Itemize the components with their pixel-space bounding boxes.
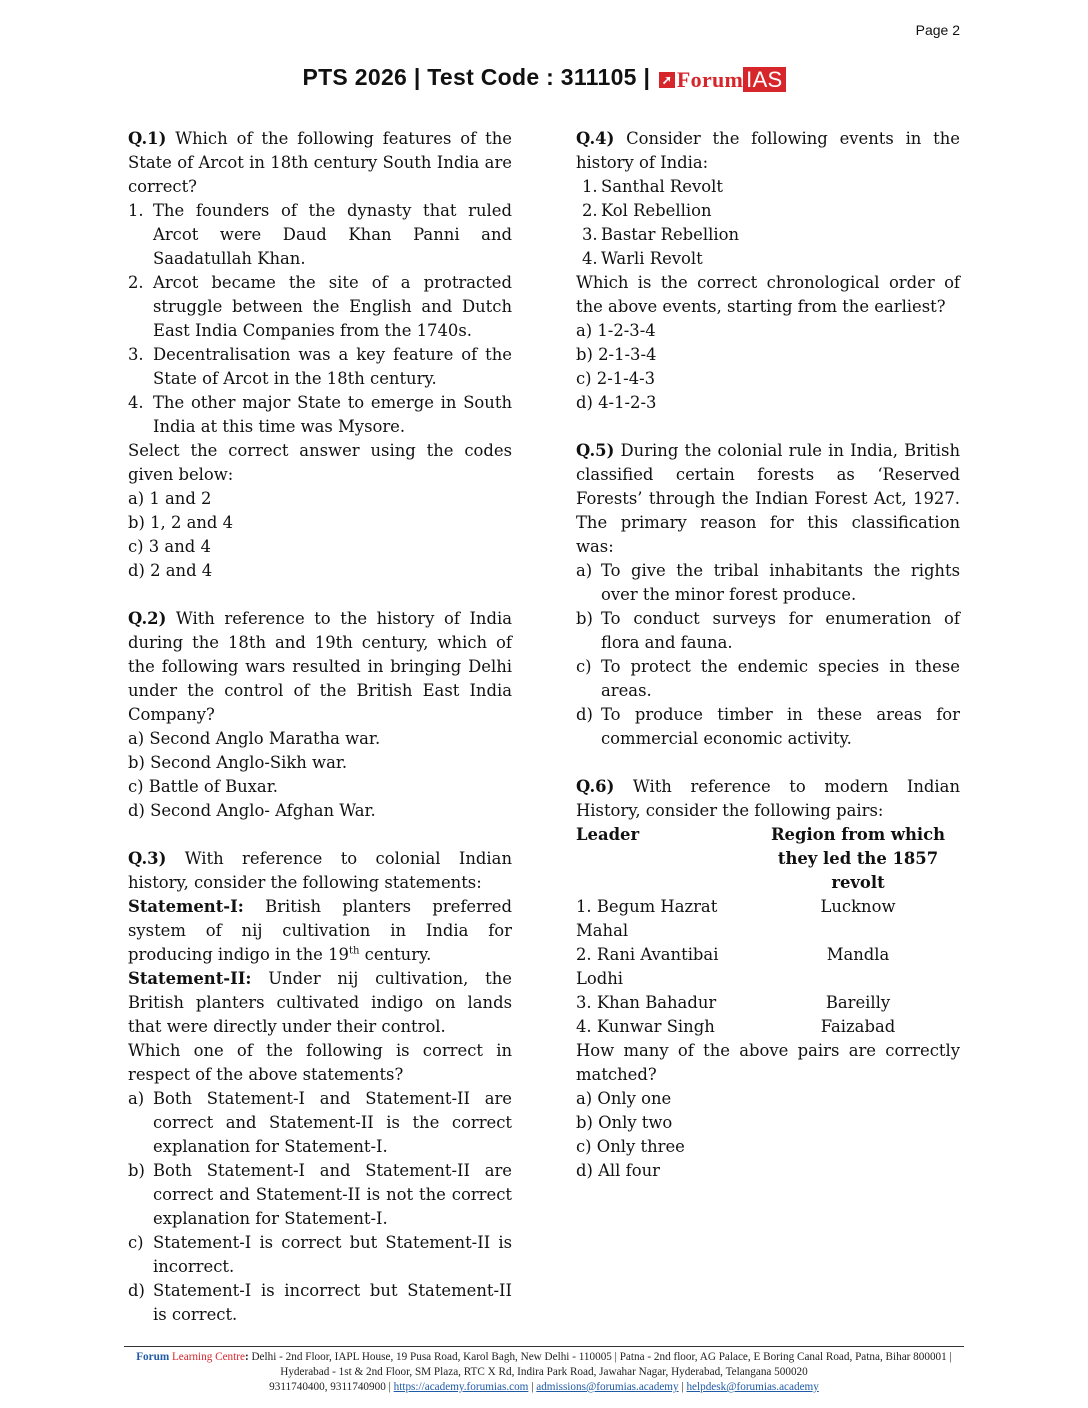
question-number: Q.4) [576,129,615,148]
instruction-text: Select the correct answer using the codes given below: [128,441,512,484]
question-text: Which of the following features of the State of Arcot in 18th century South India are correct? [128,129,512,196]
statement-2: Statement-II: Under nij cultivation, the British planters cultivated indigo on lands that were directly under their control. [128,969,512,1036]
option-d: d) 4-1-2-3 [576,393,657,412]
footer-divider [124,1346,964,1347]
question-5 [576,439,960,751]
option-c: c) Statement-I is correct but Statement-II is incorrect. [128,1233,512,1276]
instruction-text: How many of the above pairs are correctly matched? [576,1041,960,1084]
option-d: d) Second Anglo- Afghan War. [128,801,376,820]
footer-learning-centre: Learning Centre [171,1351,245,1363]
forumias-logo [659,66,786,93]
list-item: 2. Arcot became the site of a protracted struggle between the English and Dutch East India Companies from the 1740s. [128,273,512,340]
left-column [128,127,512,1351]
question-6 [576,775,960,1183]
table-cell: 1. Begum Hazrat Mahal [576,897,718,940]
question-number: Q.3) [128,849,167,868]
footer-address: Delhi - 2nd Floor, IAPL House, 19 Pusa Road, Karol Bagh, New Delhi - 110005 | Patna - 2nd floor, AG Palace, E Boring Canal Road, Patna, Bihar 800001 | Hyderabad - 1st & 2nd Floor, SM Plaza, RTC X Rd, Indira Park Road, Jawahar Nagar, Hyderabad, Telangana 500020 [251,1351,952,1378]
pairs-table [576,823,960,1039]
option-b: b) Second Anglo-Sikh war. [128,753,348,772]
option-b: b) To conduct surveys for enumeration of flora and fauna. [576,609,960,652]
page-header [0,64,1088,93]
question-text: With reference to colonial Indian history, consider the following statements: [128,849,512,892]
question-2 [128,607,512,823]
list-item: 1. The founders of the dynasty that ruled Arcot were Daud Khan Panni and Saadatullah Khan. [128,201,512,268]
list-item: 1. Santhal Revolt [582,177,723,196]
test-title: PTS 2026 | Test Code : 311105 | [302,64,651,90]
question-text: Consider the following events in the history of India: [576,129,960,172]
instruction-text: Which is the correct chronological order of the above events, starting from the earliest? [576,273,960,316]
footer-forum: Forum [136,1351,170,1363]
table-cell: Bareilly [825,993,891,1012]
table-cell: Lucknow [820,897,896,916]
statement-1: Statement-I: British planters preferred system of nij cultivation in India for producing indigo in the 19th century. [128,897,512,964]
arrow-icon: ➚ [659,72,675,88]
table-cell: 3. Khan Bahadur [576,993,717,1012]
list-item: 3. Decentralisation was a key feature of the State of Arcot in the 18th century. [128,345,512,388]
question-number: Q.2) [128,609,167,628]
table-cell: 4. Kunwar Singh [576,1017,715,1036]
option-c: c) Only three [576,1137,685,1156]
instruction-text: Which one of the following is correct in respect of the above statements? [128,1041,512,1084]
admissions-email-link[interactable]: admissions@forumias.academy [536,1381,679,1393]
option-c: c) 3 and 4 [128,537,211,556]
list-item: 3. Bastar Rebellion [582,225,740,244]
table-header-leader: Leader [576,825,640,844]
logo-forum-text: Forum [676,67,744,92]
option-c: c) Battle of Buxar. [128,777,278,796]
question-text: During the colonial rule in India, British classified certain forests as ‘Reserved Forests’ through the Indian Forest Act, 1927. The primary reason for this classification was: [576,441,960,556]
question-4 [576,127,960,415]
table-cell: 2. Rani Avantibai Lodhi [576,945,719,988]
table-header-region: Region from which they led the 1857 revolt [770,825,946,892]
logo-ias-text: IAS [743,67,785,92]
option-c: c) 2-1-4-3 [576,369,656,388]
option-b: b) Only two [576,1113,673,1132]
question-text: With reference to modern Indian History, consider the following pairs: [576,777,960,820]
option-a: a) To give the tribal inhabitants the rights over the minor forest produce. [576,561,960,604]
option-a: a) 1-2-3-4 [576,321,656,340]
option-d: d) 2 and 4 [128,561,213,580]
helpdesk-email-link[interactable]: helpdesk@forumias.academy [686,1381,819,1393]
option-d: d) To produce timber in these areas for commercial economic activity. [576,705,960,748]
question-1 [128,127,512,583]
option-a: a) Both Statement-I and Statement-II are correct and Statement-II is the correct explanation for Statement-I. [128,1089,512,1156]
list-item: 4. Warli Revolt [582,249,703,268]
question-number: Q.1) [128,129,167,148]
option-c: c) To protect the endemic species in these areas. [576,657,960,700]
option-b: b) Both Statement-I and Statement-II are correct and Statement-II is not the correct explanation for Statement-I. [128,1161,512,1228]
option-b: b) 1, 2 and 4 [128,513,234,532]
option-d: d) Statement-I is incorrect but Statement-II is correct. [128,1281,512,1324]
list-item: 2. Kol Rebellion [582,201,712,220]
table-cell: Faizabad [820,1017,896,1036]
table-cell: Mandla [826,945,890,964]
question-number: Q.6) [576,777,615,796]
option-d: d) All four [576,1161,660,1180]
option-b: b) 2-1-3-4 [576,345,657,364]
question-3 [128,847,512,1327]
right-column [576,127,960,1207]
option-a: a) Second Anglo Maratha war. [128,729,381,748]
question-text: With reference to the history of India during the 18th and 19th century, which of the following wars resulted in bringing Delhi under the control of the British East India Company? [128,609,512,724]
option-a: a) 1 and 2 [128,489,212,508]
page-number: Page 2 [915,22,960,38]
footer-phones: 9311740400, 9311740900 [269,1381,386,1393]
question-number: Q.5) [576,441,615,460]
academy-link[interactable]: https://academy.forumias.com [393,1381,529,1393]
list-item: 4. The other major State to emerge in South India at this time was Mysore. [128,393,512,436]
page-footer: Forum Learning Centre: Delhi - 2nd Floor, IAPL House, 19 Pusa Road, Karol Bagh, New Delhi - 110005 | Patna - 2nd floor, AG Palace, E Boring Canal Road, Patna, Bihar 800001 | Hyderabad - 1st & 2nd Floor, SM Plaza, RTC X Rd, Indira Park Road, Jawahar Nagar, Hyderabad, Telangana 500020 9311740400, 9311740900 | https://academy.forumias.com | admissions@forumias.academy | helpdesk@forumias.academy [136,1351,952,1393]
option-a: a) Only one [576,1089,672,1108]
